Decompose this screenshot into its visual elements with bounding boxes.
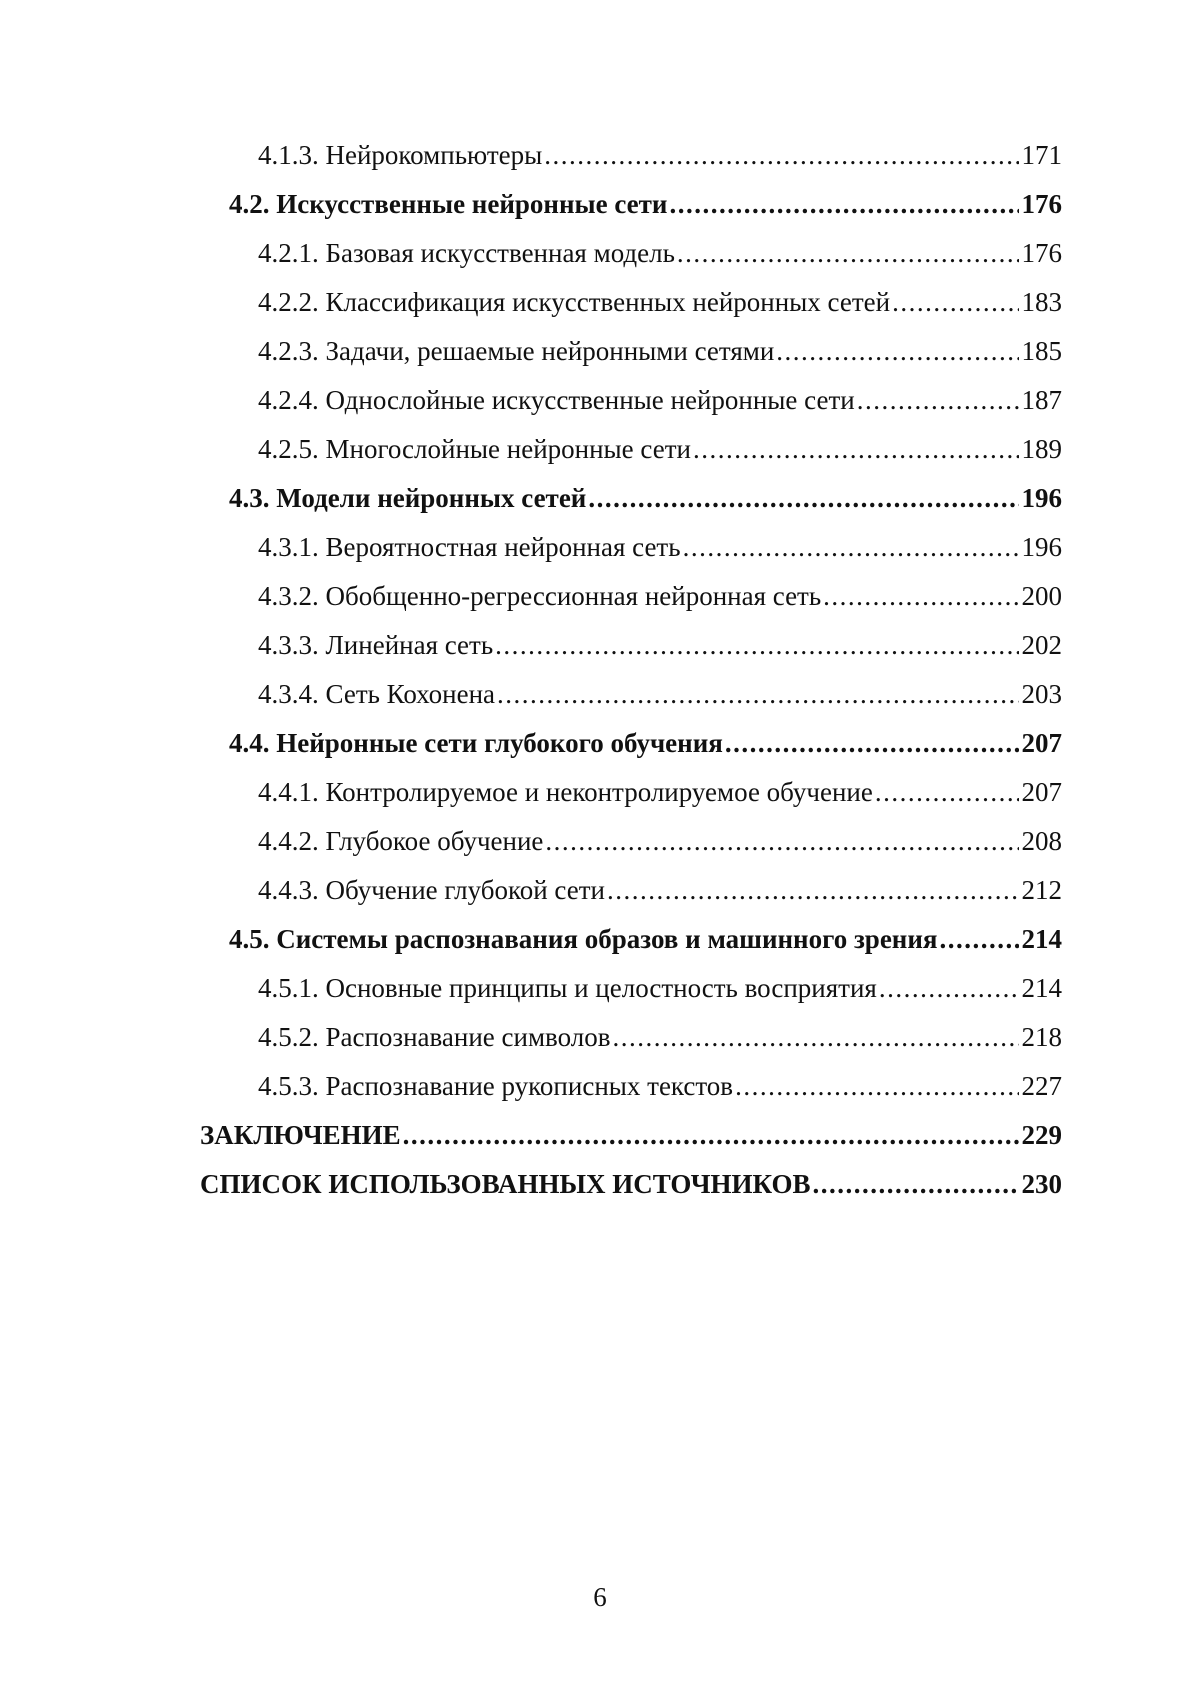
toc-subsection-entry[interactable] <box>200 236 1062 285</box>
toc-entry-title: 4.4.2. Глубокое обучение <box>258 826 544 856</box>
toc-subsection-entry[interactable] <box>200 873 1062 922</box>
toc-entry-title: 4.3.1. Вероятностная нейронная сеть <box>258 532 681 562</box>
dot-leader <box>588 481 1018 515</box>
dot-leader <box>497 677 1018 711</box>
toc-entry-page: 207 <box>1021 777 1062 807</box>
toc-entry-page: 208 <box>1021 826 1062 856</box>
toc-entry-title: 4.4.1. Контролируемое и неконтролируемое обучение <box>258 777 873 807</box>
dot-leader <box>725 726 1019 760</box>
dot-leader <box>683 530 1019 564</box>
page-number: 6 <box>593 1582 607 1612</box>
toc-chapter-entry[interactable] <box>200 1167 1062 1216</box>
toc-entry-page: 189 <box>1021 434 1062 464</box>
toc-entry-page: 196 <box>1021 483 1062 513</box>
toc-subsection-entry[interactable] <box>200 775 1062 824</box>
dot-leader <box>613 1020 1019 1054</box>
toc-entry-title: 4.5. Системы распознавания образов и машинного зрения <box>229 924 938 954</box>
toc-entry-title: 4.3. Модели нейронных сетей <box>229 483 587 513</box>
toc-entry-page: 202 <box>1021 630 1062 660</box>
toc-entry-title: 4.4.3. Обучение глубокой сети <box>258 875 605 905</box>
dot-leader <box>812 1167 1018 1201</box>
toc-subsection-entry[interactable] <box>200 824 1062 873</box>
toc-entry-page: 214 <box>1021 973 1062 1003</box>
dot-leader <box>403 1118 1019 1152</box>
toc-entry-page: 212 <box>1021 875 1062 905</box>
toc-entry-page: 196 <box>1021 532 1062 562</box>
toc-entry-title: 4.3.2. Обобщенно-регрессионная нейронная сеть <box>258 581 822 611</box>
toc-entry-title: 4.5.2. Распознавание символов <box>258 1022 611 1052</box>
toc-subsection-entry[interactable] <box>200 285 1062 334</box>
toc-section-entry[interactable] <box>200 922 1062 971</box>
toc-entry-page: 207 <box>1021 728 1062 758</box>
dot-leader <box>735 1069 1018 1103</box>
toc-entry-page: 176 <box>1021 189 1062 219</box>
toc-entry-page: 230 <box>1021 1169 1062 1199</box>
dot-leader <box>677 236 1019 270</box>
toc-entry-title: 4.3.3. Линейная сеть <box>258 630 494 660</box>
toc-entry-title: 4.5.1. Основные принципы и целостность восприятия <box>258 973 877 1003</box>
dot-leader <box>693 432 1019 466</box>
toc-entry-title: 4.5.3. Распознавание рукописных текстов <box>258 1071 734 1101</box>
dot-leader <box>823 579 1018 613</box>
dot-leader <box>776 334 1018 368</box>
toc-entry-page: 171 <box>1021 140 1062 170</box>
toc-entry-page: 176 <box>1021 238 1062 268</box>
dot-leader <box>669 187 1018 221</box>
toc-entry-title: 4.1.3. Нейрокомпьютеры <box>258 140 543 170</box>
toc-subsection-entry[interactable] <box>200 628 1062 677</box>
toc-entry-page: 200 <box>1021 581 1062 611</box>
table-of-contents <box>200 138 1062 1216</box>
toc-entry-page: 203 <box>1021 679 1062 709</box>
toc-section-entry[interactable] <box>200 726 1062 775</box>
toc-entry-page: 183 <box>1021 287 1062 317</box>
toc-subsection-entry[interactable] <box>200 334 1062 383</box>
toc-subsection-entry[interactable] <box>200 383 1062 432</box>
dot-leader <box>857 383 1019 417</box>
toc-subsection-entry[interactable] <box>200 579 1062 628</box>
toc-entry-title: 4.2.1. Базовая искусственная модель <box>258 238 675 268</box>
toc-section-entry[interactable] <box>200 187 1062 236</box>
toc-subsection-entry[interactable] <box>200 1020 1062 1069</box>
toc-chapter-entry[interactable] <box>200 1118 1062 1167</box>
dot-leader <box>875 775 1019 809</box>
toc-entry-title: 4.2. Искусственные нейронные сети <box>229 189 668 219</box>
toc-subsection-entry[interactable] <box>200 530 1062 579</box>
toc-entry-title: 4.2.2. Классификация искусственных нейронных сетей <box>258 287 891 317</box>
toc-entry-title: 4.2.3. Задачи, решаемые нейронными сетями <box>258 336 775 366</box>
dot-leader <box>607 873 1019 907</box>
toc-entry-title: 4.2.4. Однослойные искусственные нейронные сети <box>258 385 855 415</box>
toc-entry-page: 185 <box>1021 336 1062 366</box>
toc-entry-title: ЗАКЛЮЧЕНИЕ <box>200 1120 401 1150</box>
toc-entry-page: 214 <box>1021 924 1062 954</box>
dot-leader <box>495 628 1018 662</box>
dot-leader <box>892 285 1018 319</box>
toc-entry-page: 227 <box>1021 1071 1062 1101</box>
toc-subsection-entry[interactable] <box>200 1069 1062 1118</box>
toc-entry-title: 4.3.4. Сеть Кохонена <box>258 679 496 709</box>
toc-subsection-entry[interactable] <box>200 432 1062 481</box>
toc-section-entry[interactable] <box>200 481 1062 530</box>
toc-subsection-entry[interactable] <box>200 138 1062 187</box>
toc-entry-title: 4.4. Нейронные сети глубокого обучения <box>229 728 723 758</box>
toc-entry-page: 229 <box>1021 1120 1062 1150</box>
toc-entry-title: СПИСОК ИСПОЛЬЗОВАННЫХ ИСТОЧНИКОВ <box>200 1169 811 1199</box>
dot-leader <box>545 824 1018 858</box>
toc-subsection-entry[interactable] <box>200 971 1062 1020</box>
toc-entry-title: 4.2.5. Многослойные нейронные сети <box>258 434 691 464</box>
dot-leader <box>879 971 1019 1005</box>
dot-leader <box>940 922 1019 956</box>
dot-leader <box>544 138 1018 172</box>
toc-entry-page: 187 <box>1021 385 1062 415</box>
toc-subsection-entry[interactable] <box>200 677 1062 726</box>
toc-entry-page: 218 <box>1021 1022 1062 1052</box>
